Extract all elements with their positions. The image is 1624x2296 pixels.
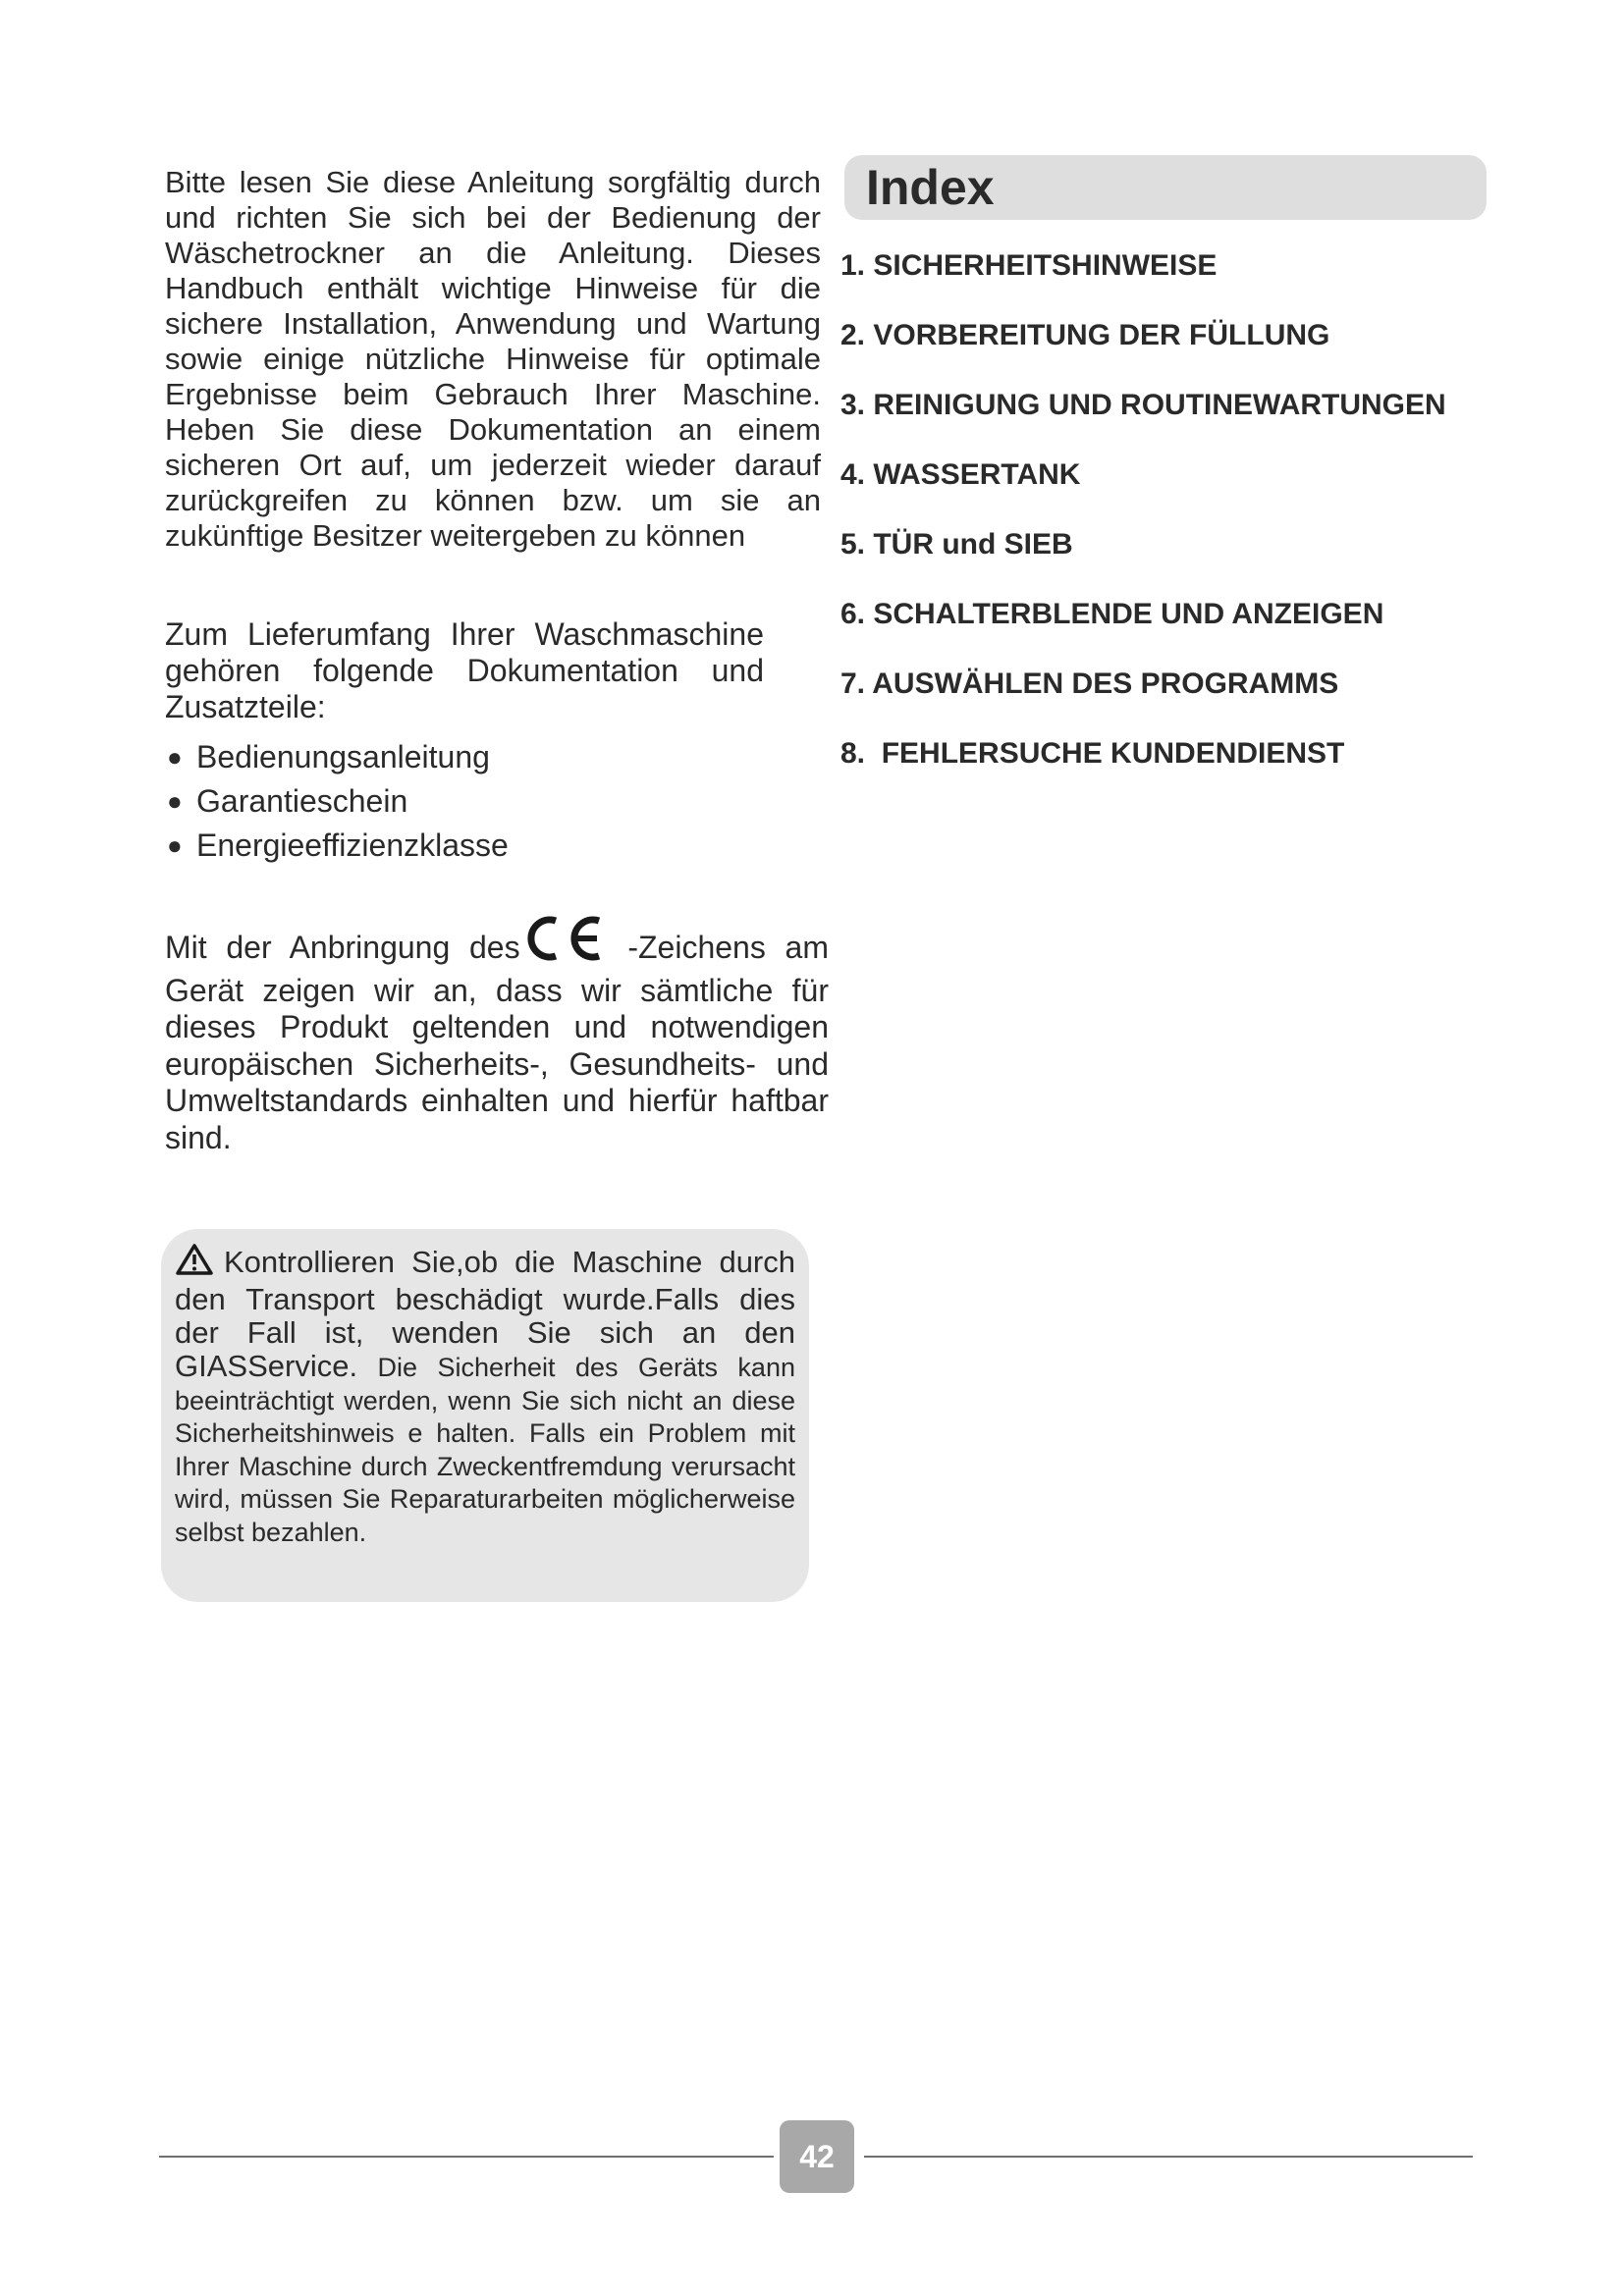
warning-line: der Fall ist, wenden Sie sich an den <box>175 1315 795 1350</box>
index-item[interactable]: 1. SICHERHEITSHINWEISE <box>840 249 1218 282</box>
warning-line: den Transport beschädigt wurde.Falls dies <box>175 1282 795 1316</box>
list-item <box>165 779 764 824</box>
intro-section <box>165 165 821 554</box>
bullet-icon: ● <box>167 742 183 772</box>
intro-paragraph: Bitte lesen Sie diese Anleitung sorgfältig durch und richten Sie sich bei der Bedienung der Wäschetrockner an die Anleitung. Dieses Handbuch enthält wichtige Hinweise für die sichere Installation, Anwendung und Wartung sowie einige nützliche Hinweise für optimale Ergebnisse beim Gebrauch Ihrer Maschine. Heben Sie diese Dokumentation an einem sicheren Ort auf, um jederzeit wieder darauf zurückgreifen zu können bzw. um sie an zukünftige Besitzer weitergeben zu können <box>165 165 821 553</box>
index-item[interactable]: 6. SCHALTERBLENDE UND ANZEIGEN <box>840 598 1384 630</box>
scope-paragraph: Zum Lieferumfang Ihrer Waschmaschine gehören folgende Dokumentation und Zusatzteile: <box>165 616 764 724</box>
index-item[interactable]: 5. TÜR und SIEB <box>840 528 1073 561</box>
scope-section <box>165 616 764 868</box>
index-item[interactable]: 8. FEHLERSUCHE KUNDENDIENST <box>840 737 1345 770</box>
ce-section <box>165 913 829 1156</box>
bullet-icon: ● <box>167 830 183 860</box>
ce-mark-icon <box>522 913 605 973</box>
ce-text-after: -Zeichens am Gerät zeigen wir an, dass wir sämtliche für dieses Produkt geltenden und notwendigen europäischen Sicherheits-, Gesundheits- und Umweltstandards einhalten und hierfür haftbar sind. <box>165 930 830 1155</box>
ce-paragraph <box>165 913 829 1156</box>
footer-divider <box>159 2156 774 2158</box>
warning-box <box>161 1229 809 1602</box>
list-item <box>165 735 764 779</box>
warning-line: GIASService. <box>175 1349 358 1383</box>
list-item-label: Bedienungsanleitung <box>196 739 490 774</box>
index-item[interactable]: 4. WASSERTANK <box>840 458 1081 491</box>
list-item <box>165 824 764 868</box>
page-number: 42 <box>780 2120 854 2193</box>
index-item[interactable]: 7. AUSWÄHLEN DES PROGRAMMS <box>840 667 1339 700</box>
index-title: Index <box>866 160 995 215</box>
list-item-label: Garantieschein <box>196 783 408 819</box>
warning-small-text <box>175 1350 795 1549</box>
footer-divider <box>864 2156 1473 2158</box>
warning-detail: Die Sicherheit des Geräts kann beeinträchtigt werden, wenn Sie sich nicht an diese Sicherheitshinweis e halten. Falls ein Problem mit Ihrer Maschine durch Zweckentfremdung verursacht wird, müssen Sie Reparaturarbeiten möglicherweise selbst bezahlen. <box>175 1353 795 1547</box>
index-header <box>844 155 1487 220</box>
index-list <box>840 245 1446 803</box>
list-item-label: Energieeffizienzklasse <box>196 828 509 863</box>
warning-triangle-icon <box>175 1243 214 1283</box>
ce-text-before: Mit der Anbringung des <box>165 930 520 965</box>
bullet-icon: ● <box>167 786 183 816</box>
scope-list <box>165 735 764 868</box>
warning-line: Kontrollieren Sie,ob die Maschine durch <box>175 1243 795 1283</box>
index-item[interactable]: 2. VORBEREITUNG DER FÜLLUNG <box>840 319 1330 351</box>
index-item[interactable]: 3. REINIGUNG UND ROUTINEWARTUNGEN <box>840 389 1446 421</box>
